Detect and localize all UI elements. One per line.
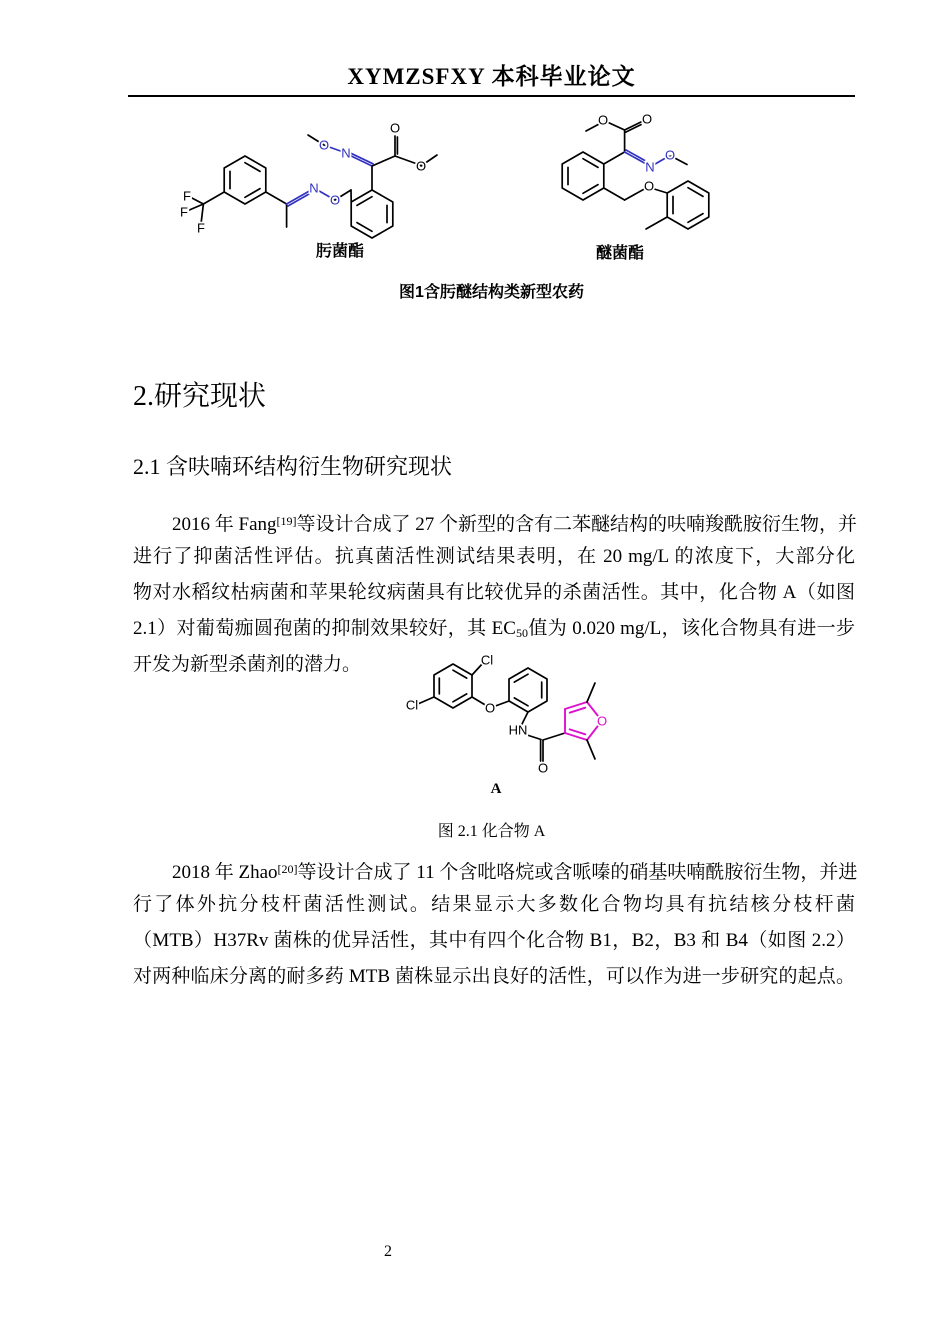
atom-label-oxygen: O (597, 112, 609, 128)
text-line: 2.1）对葡萄痂圆孢菌的抑制效果较好，其 $EC_{50}$值为 0.020 mg/L，该化合物具有进一步 (133, 618, 855, 640)
atom-label-oxygen: O (415, 158, 427, 174)
ketoxime-linker (266, 181, 351, 228)
atom-label-oxygen: O (596, 713, 608, 729)
atom-label-oxygen: O (329, 192, 341, 208)
text-line: 行了体外抗分枝杆菌活性测试。结果显示大多数化合物均具有抗结核分枝杆菌 (133, 894, 855, 915)
atom-label-chlorine: Cl (405, 697, 419, 713)
benzyl-ether-linker (604, 179, 667, 201)
atom-label-fluorine: F (197, 220, 205, 236)
atom-label-nitrogen: N (645, 159, 655, 175)
atom-label-oxygen: O (537, 760, 549, 776)
text-line: 开发为新型杀菌剂的潜力。 (133, 654, 362, 675)
methoxyimino-ester-group (308, 121, 437, 191)
text-line: 进行了抑菌活性评估。抗真菌活性测试结果表明，在 20 mg/L 的浓度下，大部分化 (133, 546, 855, 567)
molecule-name-trifloxystrobin: 肟菌酯 (315, 243, 364, 260)
atom-label-amide-nh: HN (508, 722, 528, 738)
amide-group (509, 712, 565, 776)
atom-label-oxygen: O (318, 137, 330, 153)
section-heading-2: 2.研究现状 (133, 381, 267, 412)
atom-label-fluorine: F (183, 188, 191, 204)
figure1-caption: 图1含肟醚结构类新型农药 (399, 284, 584, 301)
molecule-structure-kresoxim-methyl (528, 112, 758, 252)
atom-label-fluorine: F (180, 204, 188, 220)
compound-a-label: A (490, 781, 502, 797)
figure2-caption: 图 2.1 化合物 A (437, 823, 546, 840)
molecule-name-kresoxim-methyl: 醚菌酯 (595, 245, 644, 262)
atom-label-oxygen: O (389, 120, 401, 136)
atom-label-oxygen: O (643, 178, 655, 194)
text-line: 2018 年 Zhao[20]等设计合成了 11 个含吡咯烷或含哌嗪的硝基呋喃酰胺衍生物，并进 (172, 862, 858, 883)
benzene-ring (224, 156, 266, 204)
page-number: 2 (384, 1243, 392, 1260)
text-line: 物对水稻纹枯病菌和苹果轮纹病菌具有比较优异的杀菌活性。其中，化合物 A（如图 (133, 582, 855, 603)
molecule-structure-trifloxystrobin (175, 112, 505, 247)
header-rule (128, 95, 855, 97)
diphenyl-ether-linker (472, 697, 509, 716)
atom-label-chlorine: Cl (480, 652, 494, 668)
dichlorophenyl-ring (406, 653, 493, 713)
atom-label-nitrogen: N (341, 145, 351, 161)
benzene-ring (351, 190, 393, 238)
anilide-ring (509, 668, 547, 712)
tolyl-ring (643, 178, 709, 229)
benzene-ring (562, 152, 604, 200)
text-line: （MTB）H37Rv 菌株的优异活性，其中有四个化合物 B1，B2，B3 和 B4（如图 2.2） (133, 930, 855, 951)
section-heading-2-1: 2.1 含呋喃环结构衍生物研究现状 (133, 454, 453, 479)
text-line: 对两种临床分离的耐多药 MTB 菌株显示出良好的活性，可以作为进一步研究的起点。 (133, 966, 855, 987)
dimethylfuran-ring (565, 683, 607, 759)
atom-label-nitrogen: N (309, 180, 319, 196)
methoxyimino-ester-group (586, 112, 687, 175)
atom-label-oxygen: O (641, 112, 653, 127)
text-line: 2016 年 Fang[19]等设计合成了 27 个新型的含有二苯醚结构的呋喃羧酰胺衍生物，并 (172, 514, 858, 535)
atom-label-oxygen: O (484, 700, 496, 716)
cf3-group (180, 189, 224, 236)
paragraph-2 (133, 851, 858, 995)
page-header-title: XYMZSFXY 本科毕业论文 (347, 64, 636, 89)
atom-label-oxygen: O (664, 147, 676, 163)
molecule-structure-compound-a (383, 646, 623, 806)
